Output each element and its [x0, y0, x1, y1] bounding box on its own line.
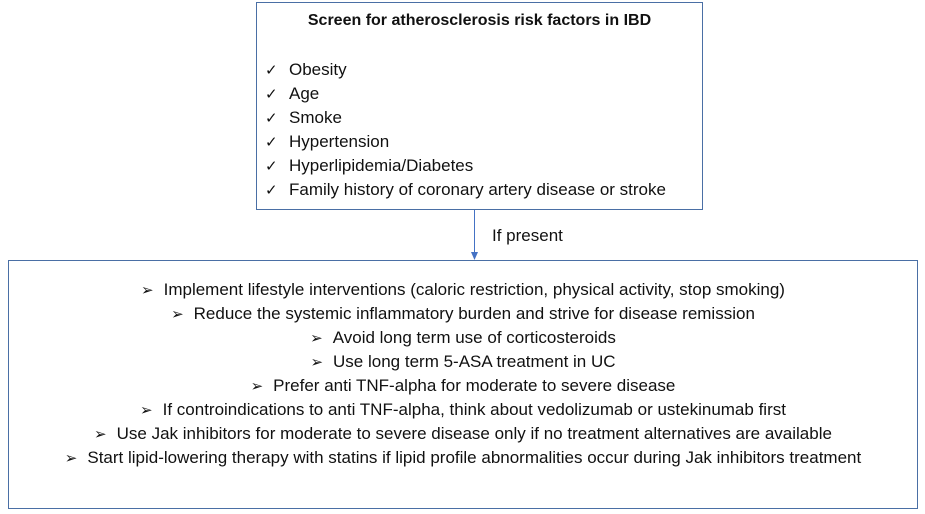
risk-factor-label: Age: [289, 84, 320, 103]
management-label: Avoid long term use of corticosteroids: [332, 328, 616, 347]
management-item: [9, 350, 917, 374]
risk-factor-label: Hyperlipidemia/Diabetes: [289, 156, 474, 175]
risk-factor-label: Family history of coronary artery disease or stroke: [289, 180, 666, 199]
risk-factor-item: [265, 154, 666, 178]
risk-factor-item: [265, 178, 666, 202]
management-item: [9, 302, 917, 326]
arrow-bullet-icon: ➢: [140, 402, 153, 419]
management-item: [9, 422, 917, 446]
management-item: [9, 374, 917, 398]
risk-factor-item: [265, 58, 666, 82]
flow-arrow: [467, 210, 487, 260]
management-list: [9, 278, 917, 470]
management-label: Implement lifestyle interventions (caloric restriction, physical activity, stop smoking): [163, 280, 785, 299]
arrow-bullet-icon: ➢: [64, 450, 78, 467]
management-box: [8, 260, 918, 509]
risk-factor-label: Smoke: [289, 108, 342, 127]
if-present-label: If present: [492, 226, 563, 245]
management-label: Reduce the systemic inflammatory burden and strive for disease remission: [193, 304, 755, 323]
management-item: [9, 278, 917, 302]
management-label: Use long term 5-ASA treatment in UC: [333, 352, 616, 371]
risk-factor-label: Obesity: [289, 60, 347, 79]
arrow-bullet-icon: ➢: [94, 426, 107, 443]
management-label: Prefer anti TNF-alpha for moderate to severe disease: [273, 376, 676, 395]
management-item: [9, 398, 917, 422]
checkmark-icon: ✓: [265, 62, 278, 79]
checkmark-icon: ✓: [265, 110, 278, 127]
risk-factor-label: Hypertension: [289, 132, 390, 151]
arrow-bullet-icon: ➢: [310, 330, 323, 347]
risk-factor-item: [265, 82, 666, 106]
management-label: If controindications to anti TNF-alpha, think about vedolizumab or ustekinumab first: [162, 400, 786, 419]
flow-arrow-head: [471, 252, 478, 260]
risk-factor-item: [265, 106, 666, 130]
checkmark-icon: ✓: [265, 158, 278, 175]
management-label: Use Jak inhibitors for moderate to severe disease only if no treatment alternatives are available: [116, 424, 832, 443]
risk-factor-item: [265, 130, 666, 154]
management-label: Start lipid-lowering therapy with statins if lipid profile abnormalities occur during Jak inhibitors treatment: [87, 448, 862, 467]
arrow-bullet-icon: ➢: [141, 282, 154, 299]
arrow-bullet-icon: ➢: [171, 306, 184, 323]
checkmark-icon: ✓: [265, 182, 278, 199]
checkmark-icon: ✓: [265, 86, 278, 103]
checkmark-icon: ✓: [265, 134, 278, 151]
arrow-bullet-icon: ➢: [250, 378, 264, 395]
risk-factor-list: [265, 58, 666, 202]
management-item: [9, 326, 917, 350]
screening-title: Screen for atherosclerosis risk factors in IBD: [307, 12, 652, 29]
arrow-bullet-icon: ➢: [310, 354, 324, 371]
risk-factor-screening-box: [256, 2, 703, 210]
management-item: [9, 446, 917, 470]
